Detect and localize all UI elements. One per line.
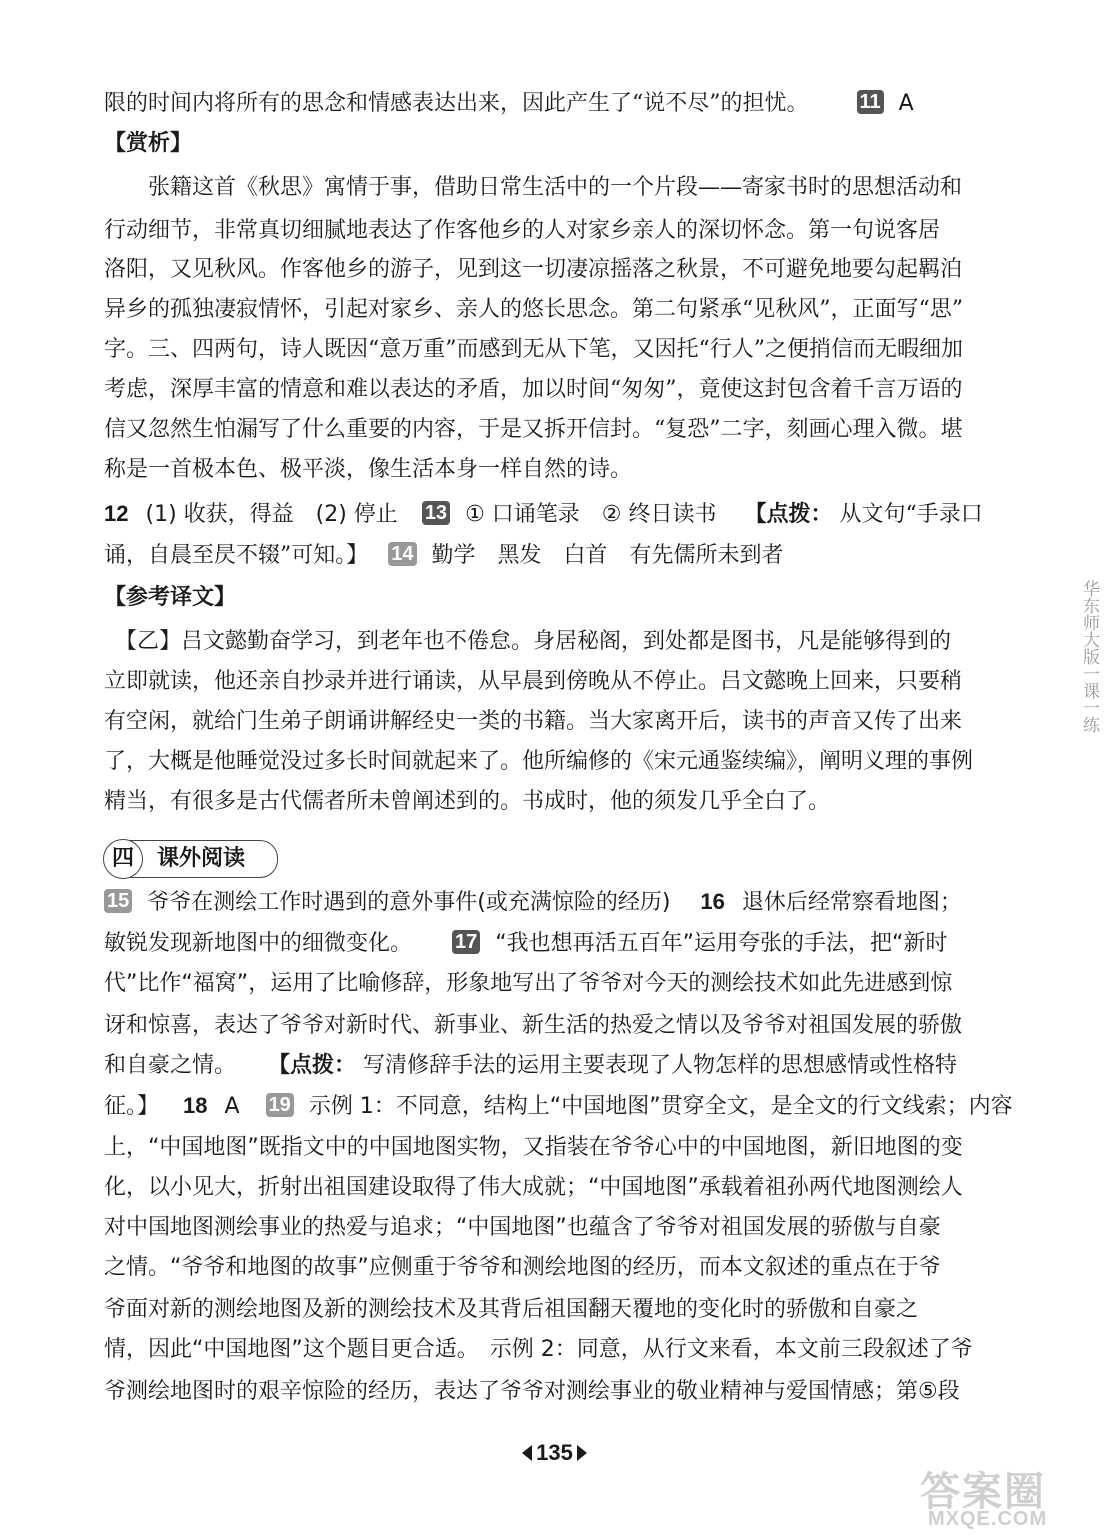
question-number-16: 16: [700, 889, 725, 914]
question-number-14: 14: [388, 542, 416, 566]
question-number-11: 11: [857, 90, 884, 114]
appreciation-line-4: 异乡的孤独凄寂情怀，引起对家乡、亲人的悠长思念。第二句紧承“见秋风”，正面写“思”: [104, 297, 963, 322]
answer-19-line-8: 爷测绘地图时的艰辛惊险的经历，表达了爷爷对测绘事业的敬业精神与爱国情感；第⑤段: [104, 1379, 960, 1404]
appreciation-line-2: 行动细节，非常真切细腻地表达了作客他乡的人对家乡亲人的深切怀念。第一句说客居: [104, 218, 941, 243]
answer-11: A: [898, 91, 914, 116]
appreciation-heading: 【赏析】: [104, 131, 193, 156]
side-series-label: 华东师大版一课一练: [1079, 580, 1099, 733]
appreciation-line-1: 张籍这首《秋思》寓情于事，借助日常生活中的一个片段——寄家书时的思想活动和: [104, 175, 963, 200]
answer-12: (1) 收获，得益 (2) 停止: [145, 502, 398, 527]
answer-line-1: [104, 88, 984, 120]
appreciation-line-7: 信又忽然生怕漏写了什么重要的内容，于是又拆开信封。“复恐”二字，刻画心理入微。堪: [104, 417, 963, 442]
answer-17-line-3: 讶和惊喜，表达了爷爷对新时代、新事业、新生活的热爱之情以及爷爷对祖国发展的骄傲: [104, 1013, 963, 1038]
page-number-value: 135: [536, 1440, 573, 1465]
answer-16-continued: 敏锐发现新地图中的细微变化。: [104, 931, 413, 956]
answer-19-line-7: 情，因此“中国地图”这个题目更合适。 示例 2：同意，从行文来看，本文前三段叙述了爷: [104, 1337, 973, 1362]
answer-14: 勤学 黑发 白首 有先儒所未到者: [431, 543, 784, 568]
answer-17-line-2: 代”比作“福窝”，运用了比喻修辞，形象地写出了爷爷对今天的测绘技术如此先进感到惊: [104, 971, 953, 996]
translation-heading: 【参考译文】: [104, 585, 237, 610]
answer-line-16-17: [104, 928, 984, 960]
appreciation-line-3: 洛阳，又见秋风。作客他乡的游子，见到这一切凄凉摇落之秋景，不可避免地要勾起羁泊: [104, 257, 963, 282]
answer-line-18-19: [104, 1090, 1013, 1123]
left-arrow-icon: [522, 1445, 532, 1461]
hint-13-part-2: 诵，自晨至昃不辍”可知。】: [104, 543, 369, 568]
translation-line-2: 立即就读，他还亲自抄录并进行诵读，从早晨到傍晚从不停止。吕文懿晚上回来，只要稍: [104, 669, 963, 694]
watermark-text: 答案圈: [920, 1470, 1046, 1514]
question-number-15: 15: [104, 889, 132, 913]
hint-13-part-1: 从文句“手录口: [839, 502, 983, 527]
section-title: 课外阅读: [157, 846, 246, 871]
answer-19-line-6: 爷面对新的测绘地图及新的测绘技术及其背后祖国翻天覆地的变化时的骄傲和自豪之: [104, 1297, 919, 1322]
hint-label-17: 【点拨：: [268, 1053, 357, 1078]
question-number-17: 17: [452, 930, 480, 954]
answer-13: ① 口诵笔录 ② 终日读书: [465, 502, 717, 527]
question-number-19: 19: [266, 1093, 294, 1117]
translation-line-3: 有空闲，就给门生弟子朗诵讲解经史一类的书籍。当大家离开后，读书的声音又传了出来: [104, 709, 963, 734]
answer-19-line-4: 对中国地图测绘事业的热爱与追求；“中国地图”也蕴含了爷爷对祖国发展的骄傲与自豪: [104, 1215, 941, 1240]
translation-line-1: 【乙】吕文懿勤奋学习，到老年也不倦怠。身居秘阁，到处都是图书，凡是能够得到的: [104, 629, 952, 654]
translation-line-5: 精当，有很多是古代儒者所未曾阐述到的。书成时，他的须发几乎全白了。: [104, 789, 831, 814]
answer-17-end: 和自豪之情。: [104, 1053, 237, 1078]
answer-17-line-4: [104, 1050, 984, 1082]
answer-18: A: [224, 1094, 240, 1119]
question-number-18: 18: [183, 1093, 208, 1118]
question-number-12: 12: [104, 501, 129, 526]
answer-17-start: “我也想再活五百年”运用夸张的手法，把“新时: [495, 931, 948, 956]
question-number-13: 13: [422, 501, 450, 525]
answer-16: 退休后经常察看地图；: [741, 890, 962, 915]
answer-15: 爷爷在测绘工作时遇到的意外事件(或充满惊险的经历): [147, 890, 671, 915]
hint-17: 写清修辞手法的运用主要表现了人物怎样的思想感情或性格特: [363, 1053, 958, 1078]
answer-line-12-13: [104, 498, 984, 531]
hint-17-end: 征。】: [104, 1094, 160, 1119]
appreciation-line-5: 字。三、四两句，诗人既因“意万重”而感到无从下笔，又因托“行人”之便捎信而无暇细加: [104, 337, 963, 362]
translation-line-4: 了，大概是他睡觉没过多长时间就起来了。他所编修的《宋元通鉴续编》，阐明义理的事例: [104, 749, 974, 774]
answer-line-13-14: [104, 540, 984, 572]
hint-label: 【点拨：: [744, 502, 833, 527]
appreciation-line-6: 考虑，深厚丰富的情意和难以表达的矛盾，加以时间“匆匆”，竟使这封包含着千言万语的: [104, 377, 963, 402]
watermark-logo: [920, 1460, 1100, 1530]
answer-19-start: 示例 1：不同意，结构上“中国地图”贯穿全文，是全文的行文线索；内容: [308, 1094, 1013, 1119]
answer-19-line-2: 上，“中国地图”既指文中的中国地图实物，又指装在爷爷心中的中国地图，新旧地图的变: [104, 1135, 963, 1160]
section-number: 四: [103, 839, 143, 879]
watermark-url: MXQE.COM: [928, 1508, 1048, 1530]
right-arrow-icon: [577, 1445, 587, 1461]
answer-text: 限的时间内将所有的思念和情感表达出来，因此产生了“说不尽”的担忧。: [104, 91, 809, 116]
answer-19-line-5: 之情。“爷爷和地图的故事”应侧重于爷爷和测绘地图的经历，而本文叙述的重点在于爷: [104, 1255, 941, 1280]
answer-line-15-16: [104, 886, 984, 919]
section-heading: [104, 840, 278, 878]
answer-19-line-3: 化，以小见大，折射出祖国建设取得了伟大成就；“中国地图”承载着祖孙两代地图测绘人: [104, 1175, 963, 1200]
appreciation-line-8: 称是一首极本色、极平淡，像生活本身一样自然的诗。: [104, 457, 633, 482]
